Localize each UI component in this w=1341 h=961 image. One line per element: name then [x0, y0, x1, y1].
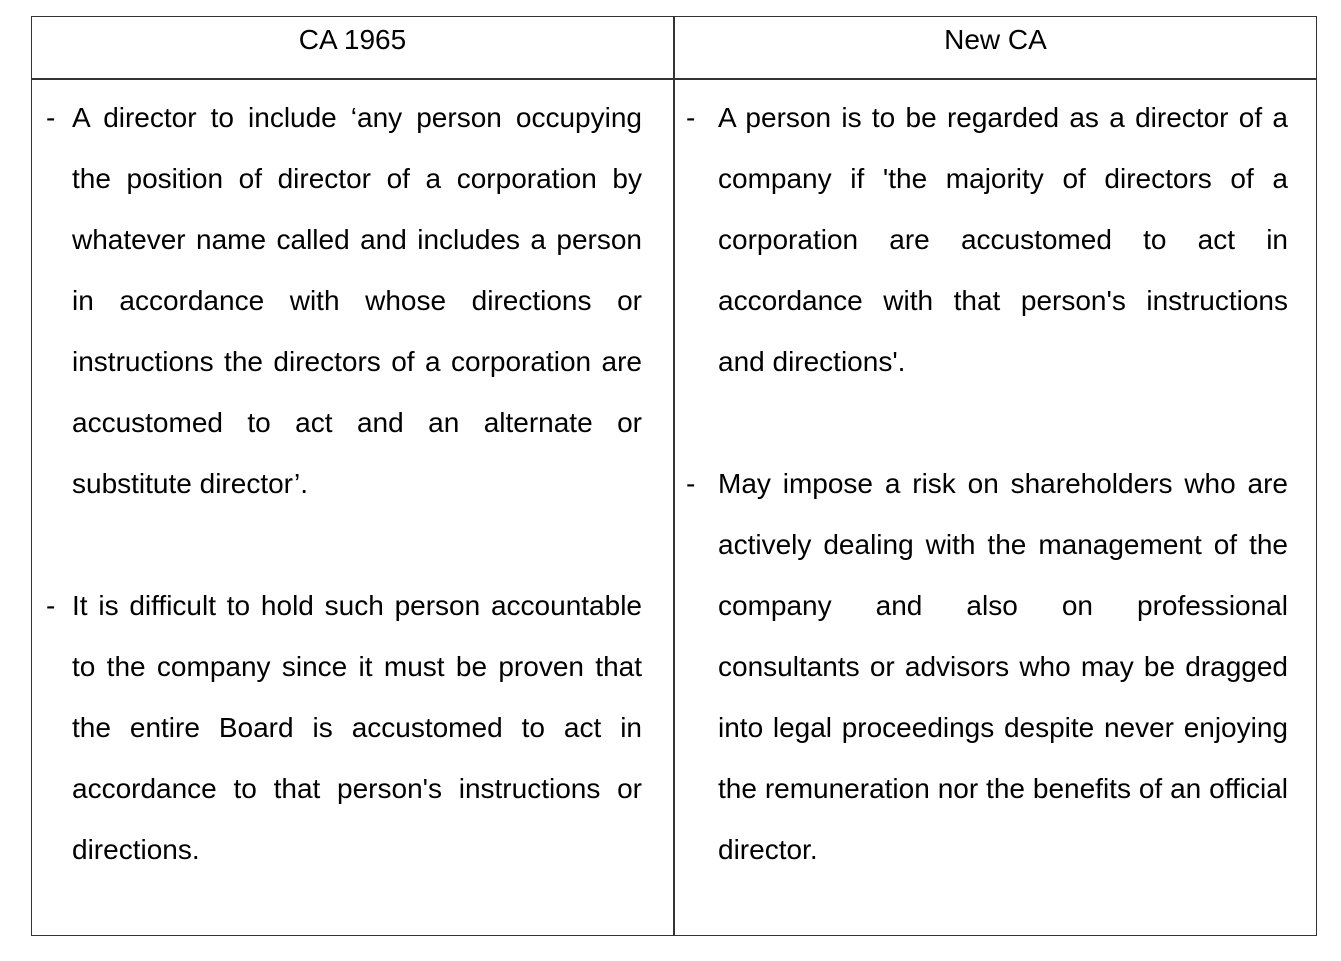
list-item	[46, 575, 642, 880]
column-ca-1965	[46, 87, 642, 880]
item-text: A director to include ‘any person occupying the position of director of a corporation by whatever name called and includes a person in accordance with whose directions or instructions the directors of a corporation are accustomed to act and an alternate or substitute director’.	[72, 102, 642, 499]
header-ca-1965: CA 1965	[298, 24, 407, 55]
item-text: May impose a risk on shareholders who are actively dealing with the management of the company and also on professional consultants or advisors who may be dragged into legal proceedings despite never enjoying the remuneration nor the benefits of an official director.	[718, 468, 1288, 865]
item-text: It is difficult to hold such person accountable to the company since it must be proven that the entire Board is accustomed to act in accordance to that person's instructions or directions.	[72, 590, 642, 865]
bullet-dash: -	[686, 468, 696, 499]
header-new-ca: New CA	[944, 24, 1047, 55]
bullet-dash: -	[46, 102, 56, 133]
column-new-ca	[686, 87, 1288, 880]
list-item	[686, 453, 1288, 880]
list-item	[46, 87, 642, 514]
header-divider	[32, 78, 1316, 80]
item-text: A person is to be regarded as a director of a company if 'the majority of directors of a corporation are accustomed to act in accordance with that person's instructions and directions'.	[718, 102, 1288, 377]
comparison-table	[31, 16, 1317, 936]
list-item	[686, 87, 1288, 392]
bullet-dash: -	[46, 590, 56, 621]
bullet-dash: -	[686, 102, 696, 133]
column-divider	[673, 17, 675, 935]
